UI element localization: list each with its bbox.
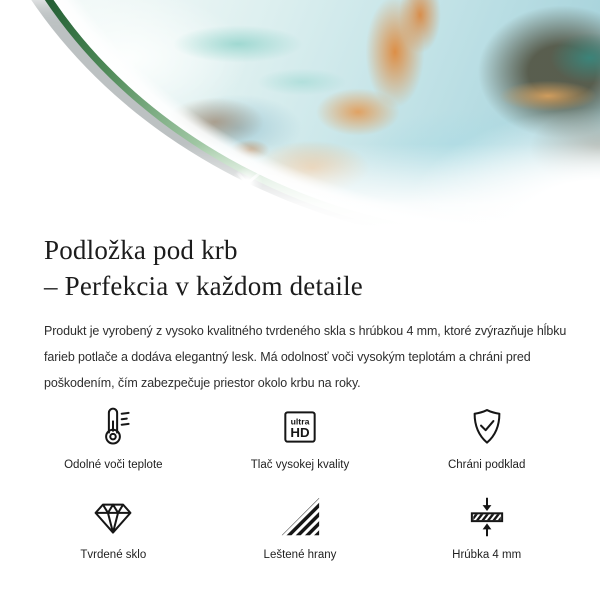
shield-check-icon xyxy=(465,404,509,450)
page-title xyxy=(44,232,560,304)
feature-label: Odolné voči teplote xyxy=(64,459,163,471)
feature-polished-edges xyxy=(207,494,394,562)
thermometer-icon xyxy=(91,404,135,450)
description-line: Produkt je vyrobený z vysoko kvalitného tvrdeného skla s hrúbkou 4 mm, ktoré zvýrazňuje hĺbku xyxy=(44,324,567,338)
feature-label: Tlač vysokej kvality xyxy=(250,459,350,471)
svg-text:ultra: ultra xyxy=(290,416,310,427)
feature-print-quality xyxy=(207,404,394,472)
feature-heat-resistant xyxy=(20,404,207,472)
polished-edges-icon xyxy=(278,494,322,540)
feature-label: Hrúbka 4 mm xyxy=(452,549,522,561)
features-grid xyxy=(20,404,580,562)
feature-tempered-glass xyxy=(20,494,207,562)
product-image xyxy=(0,0,600,228)
svg-text:HD: HD xyxy=(290,425,310,441)
thickness-press-icon xyxy=(465,494,509,540)
description-line: poškodením, čím zabezpečuje priestor okolo krbu na roky. xyxy=(44,376,361,390)
feature-thickness xyxy=(393,494,580,562)
product-description xyxy=(44,318,570,396)
corner-fade xyxy=(350,78,600,228)
description-line: farieb potlače a dodáva elegantný lesk. Má odolnosť voči vysokým teplotám a chráni pred xyxy=(44,350,531,364)
feature-label: Leštené hrany xyxy=(263,549,337,561)
feature-label: Tvrdené sklo xyxy=(80,549,147,561)
ultra-hd-icon xyxy=(278,404,322,450)
feature-protects-base xyxy=(393,404,580,472)
page-title-line1: Podložka pod krb xyxy=(44,235,238,265)
feature-label: Chráni podklad xyxy=(447,459,526,471)
diamond-icon xyxy=(91,494,135,540)
page-title-line2: – Perfekcia v každom detaile xyxy=(44,271,363,301)
